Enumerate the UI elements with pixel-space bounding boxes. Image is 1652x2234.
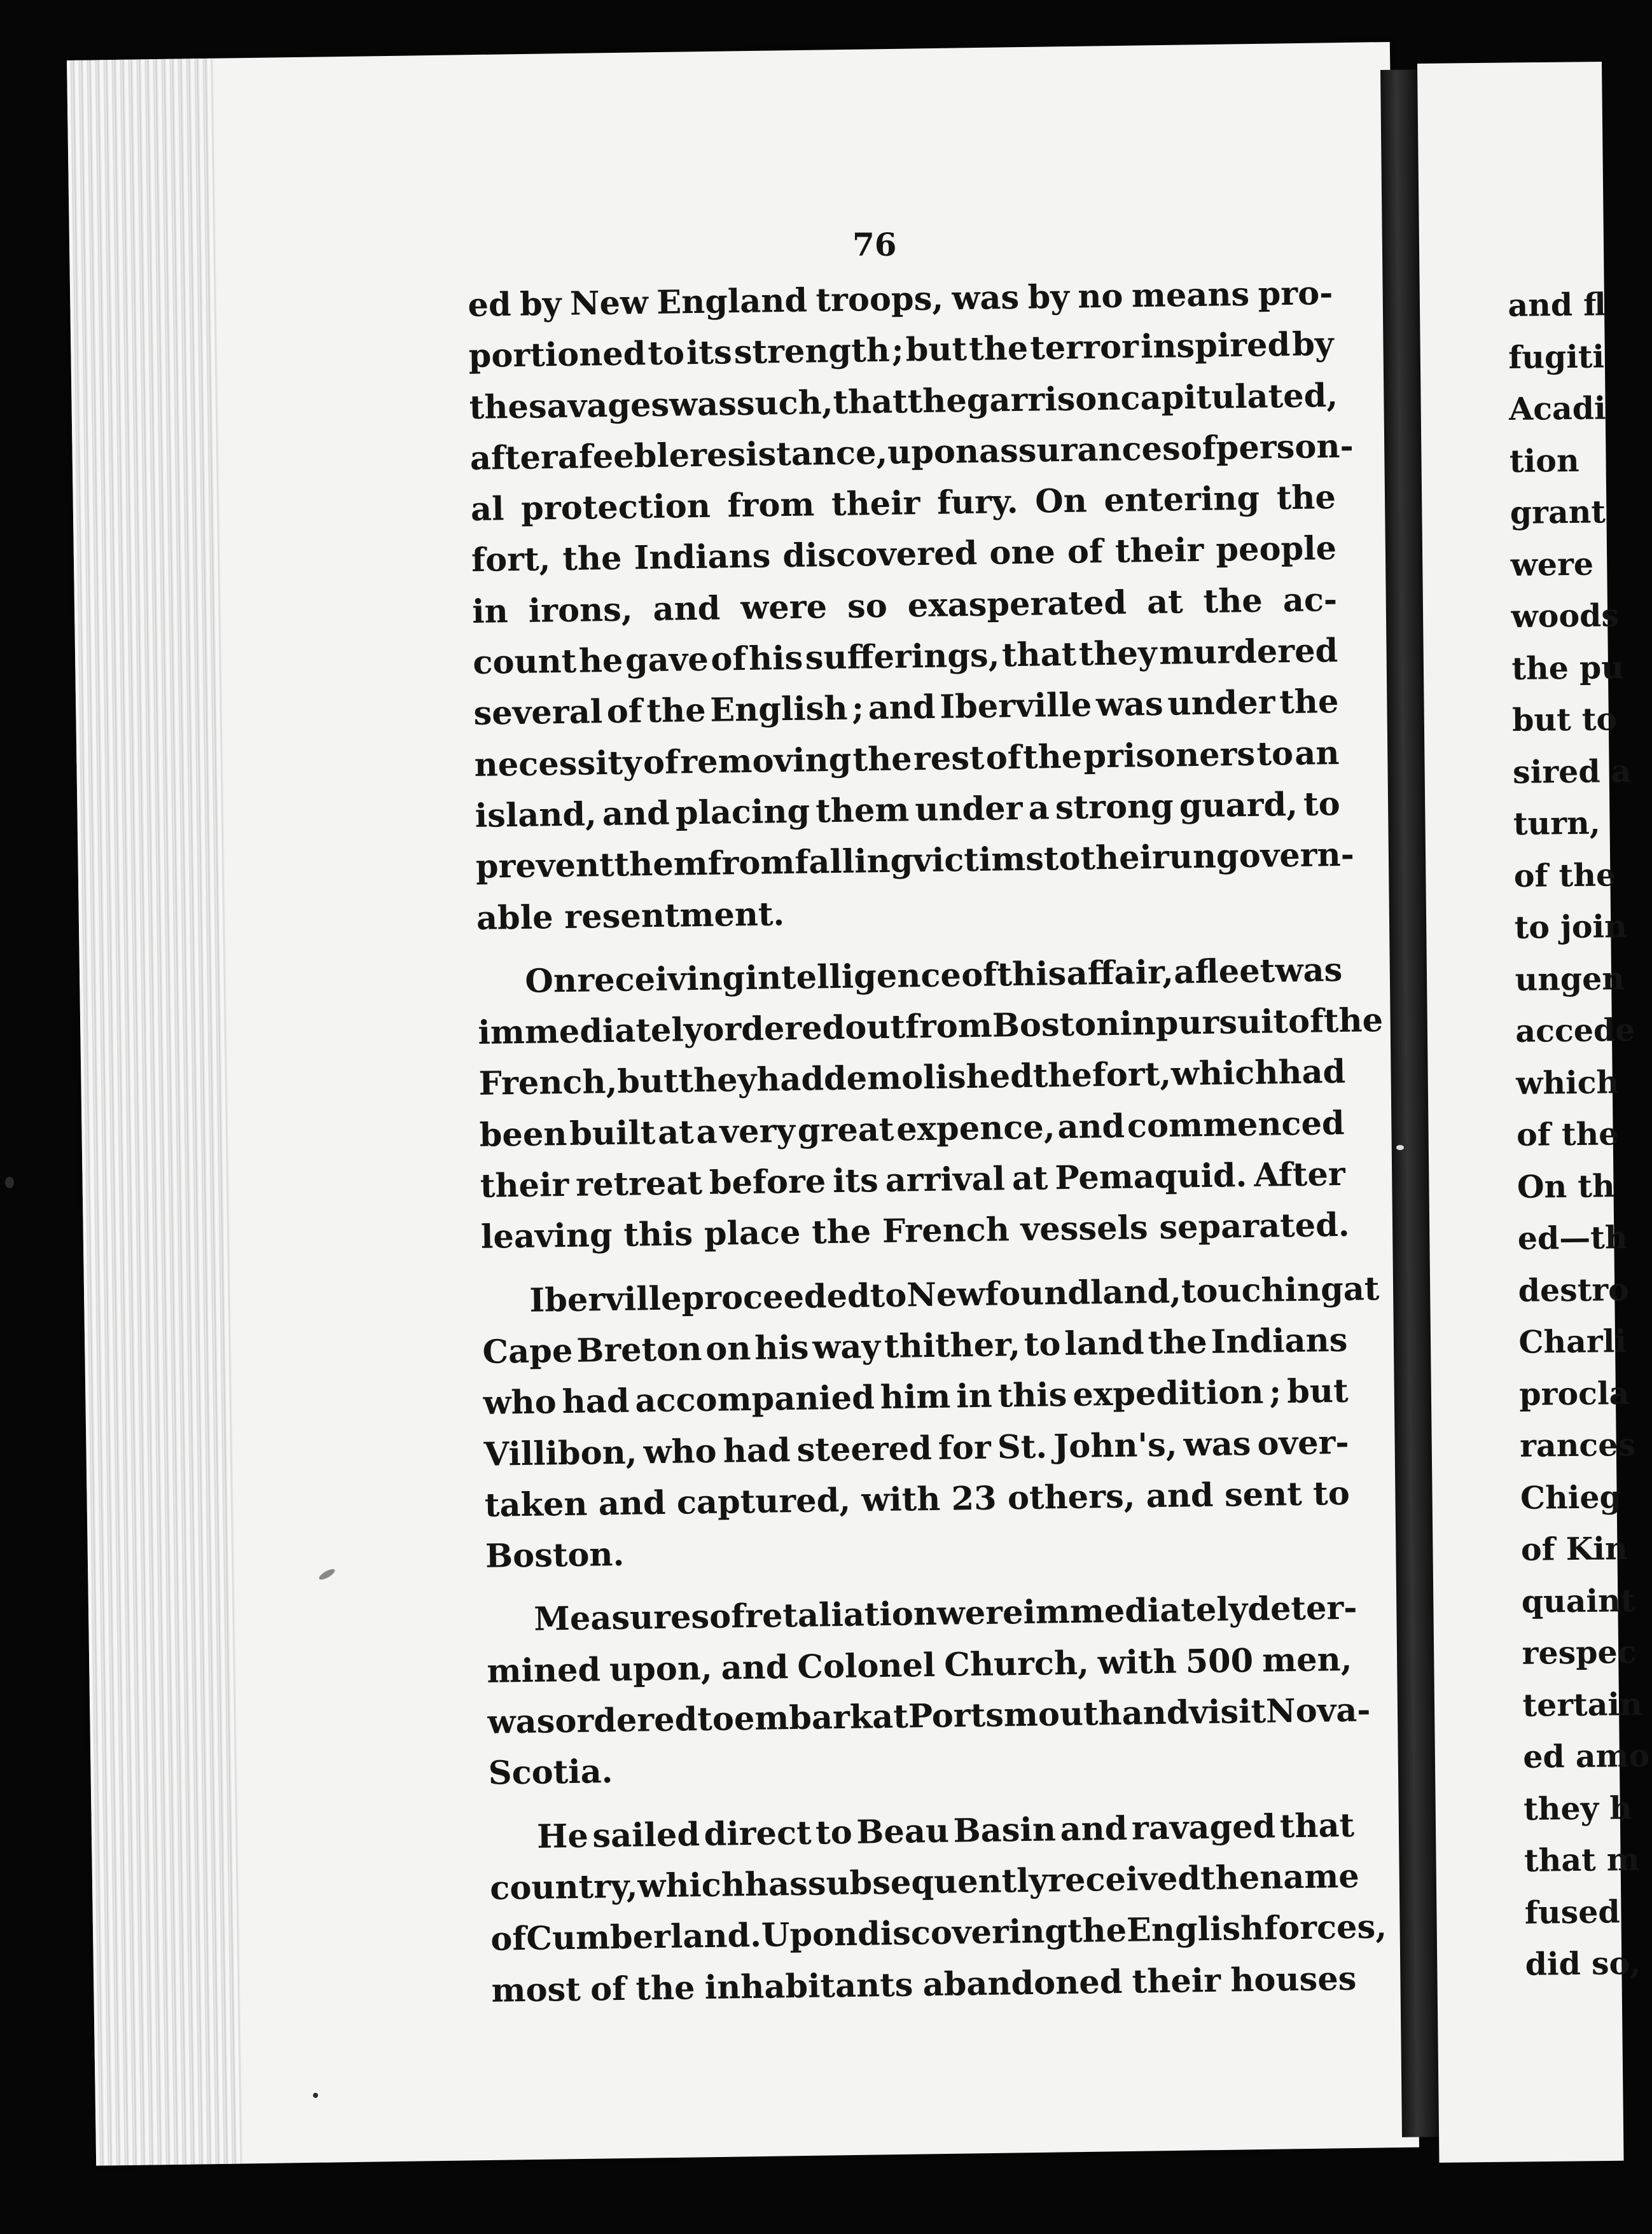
text-line: immediately ordered out from Boston in pursuit of the [478,1001,1384,1053]
text-line: He sailed direct to Beau Basin and ravaged that [536,1806,1355,1856]
main-text-column [468,268,1387,2016]
facing-page-line: were [1510,545,1594,583]
facing-page-line: ungen [1515,959,1625,998]
scan-speck [313,2093,318,2098]
text-line: necessity of removing the rest of the prisoners to an [474,733,1340,784]
facing-page-line: but to [1511,700,1618,739]
facing-page-line: fused [1524,1892,1620,1931]
facing-page-line: of the [1513,856,1616,894]
text-line: fort, the Indians discovered one of their people [471,529,1337,580]
facing-page-line: of the [1516,1115,1619,1153]
facing-page-line: that m [1524,1840,1640,1879]
facing-page-line: quaint [1521,1581,1635,1620]
text-line: On receiving intelligence of this affair, a fleet was [524,950,1343,1001]
page-edges [67,59,242,2166]
facing-page-line: turn, [1513,804,1601,842]
text-line: French, but they had demolished the fort, which had [478,1053,1346,1104]
text-line: Boston. [485,1535,625,1576]
facing-page-line: of Kin [1520,1530,1628,1568]
text-line: mined upon, and Colonel Church, with 500 men, [487,1640,1352,1691]
facing-page-line: respec [1522,1633,1637,1672]
text-line: count he gave of his sufferings, that they murdered [472,632,1338,683]
text-line: was ordered to embark at Portsmouth and visit Nova- [487,1691,1371,1742]
facing-page-line: accede [1515,1011,1635,1050]
facing-page-line: grant [1510,493,1606,531]
text-line: Cape Breton on his way thither, to land the Indians [482,1321,1348,1371]
facing-page-line: sired a [1512,752,1632,791]
facing-page-line: woods [1511,597,1620,635]
text-line: leaving this place the French vessels separated. [480,1206,1350,1257]
text-line: the savages was such, that the garrison capitulated, [469,376,1338,427]
text-line: of Cumberland. Upon discovering the English forces, [490,1908,1387,1959]
text-line: several of the English ; and Iberville was under the [473,683,1339,733]
facing-page-line: ed amo [1523,1737,1650,1775]
page-number: 76 [852,226,897,263]
facing-page-line: fugiti [1508,337,1605,376]
text-line: able resentment. [476,894,785,938]
scan-speck [1396,1145,1404,1150]
text-line: prevent them from falling victims to their ungovern- [475,835,1355,887]
text-line: Scotia. [488,1752,613,1793]
text-line: al protection from their fury. On entering the [470,478,1336,529]
facing-page-line: tertain [1522,1685,1643,1724]
facing-page-line: On th [1517,1167,1615,1205]
text-line: in irons, and were so exasperated at the ac- [471,580,1338,631]
facing-page-line: the pu [1511,648,1625,687]
text-line: island, and placing them under a strong guard, to [475,784,1341,835]
scan-speck [5,1177,14,1188]
text-line: country, which has subsequently received the name [489,1857,1360,1908]
facing-page-line: Chieg [1520,1478,1622,1516]
facing-page-line: did so, [1525,1944,1641,1983]
text-line: ed by New England troops, was by no means pro- [468,274,1333,324]
text-line: Measures of retaliation were immediately deter- [533,1589,1357,1639]
text-line: their retreat before its arrival at Pemaquid. After [480,1155,1346,1205]
facing-page-line: ed—th [1517,1219,1628,1257]
facing-page-line: rances [1519,1426,1636,1464]
text-line: most of the inhabitants abandoned their houses [491,1959,1357,2010]
text-line: who had accompanied him in this expedition ; but [483,1372,1349,1423]
text-line: been built at a very great expence, and commenced [479,1104,1345,1155]
facing-page-line: tion [1509,441,1579,480]
facing-page-text [1508,279,1650,1990]
facing-page-line: to join [1514,908,1627,946]
text-line: taken and captured, with 23 others, and sent to [484,1474,1350,1525]
text-line: after a feeble resistance, upon assurances of person- [469,427,1354,478]
facing-page-line: procla [1519,1374,1630,1413]
text-line: Villibon, who had steered for St. John's, was over- [483,1423,1350,1474]
facing-page-line: and fl [1508,286,1607,324]
text-line: Iberville proceeded to Newfoundland, touching at [529,1269,1380,1320]
text-line: portioned to its strength ; but the terror inspired by [468,325,1334,376]
facing-page-line: Acadi [1508,389,1606,427]
facing-page-line: destro [1518,1270,1630,1309]
facing-page-line: they h [1523,1789,1633,1828]
facing-page-line: which [1515,1063,1620,1102]
facing-page-line: Charli [1518,1322,1627,1361]
